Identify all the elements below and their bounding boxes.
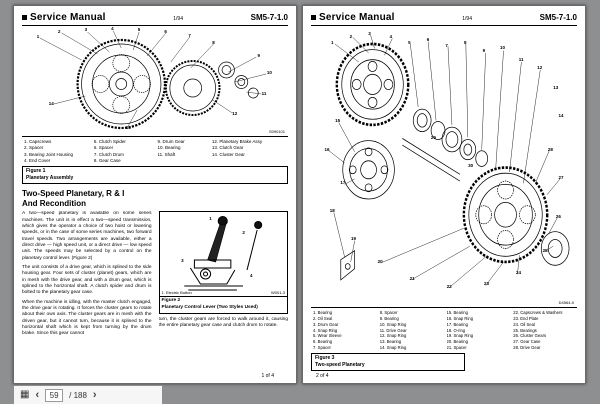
parts-item: 2. Oil Seal — [313, 315, 333, 321]
parts-column — [447, 310, 509, 351]
pdf-toolbar — [13, 385, 163, 404]
callout-number: 13 — [553, 84, 559, 90]
parts-item: 21. Spacer — [446, 345, 467, 351]
parts-column — [313, 310, 375, 351]
parts-item: 7. Spacer — [313, 345, 331, 351]
body-columns — [22, 211, 288, 371]
callout-number: 8 — [212, 39, 215, 45]
callout-number: 6 — [426, 36, 430, 42]
parts-column — [157, 139, 206, 164]
callout-number: 3 — [368, 31, 371, 37]
callout-number: 19 — [351, 236, 357, 242]
callout-number: 10 — [500, 45, 506, 51]
parts-item: 11. Shaft — [157, 151, 176, 157]
callout-number: 26 — [555, 213, 561, 219]
parts-item: 8. Gear Case — [93, 157, 121, 163]
parts-item: 3. Drum Gear — [313, 321, 339, 327]
section-heading — [22, 189, 288, 208]
callout-number: 5 — [137, 27, 141, 33]
drawing-id: S090101 — [268, 129, 285, 134]
figure-label: Figure 1 — [26, 168, 46, 175]
parts-item: 12. Snap Ring — [379, 333, 407, 339]
parts-item: 2. Spacer — [24, 145, 44, 151]
parts-item: 4. End Cover — [24, 157, 51, 163]
figure2-note: 1. Electric Button — [161, 290, 192, 296]
callout-number: 17 — [340, 180, 346, 186]
callout-number: 30 — [468, 163, 474, 169]
callout-number: 2 — [57, 28, 61, 34]
callout-number: 16 — [324, 146, 330, 152]
callout-number: 22 — [446, 283, 452, 289]
parts-item: 10. Snap Ring — [379, 321, 407, 327]
parts-item: 25. Bearings — [513, 327, 537, 333]
parts-item: 17. Bearing — [446, 321, 468, 327]
callout-number: 4 — [250, 272, 253, 278]
callout-number: 1 — [209, 215, 212, 221]
callout-number: 1 — [331, 39, 334, 45]
drawing-id: D4564-0 — [558, 299, 574, 305]
callout-number: 28 — [547, 146, 553, 152]
callout-number: 20 — [377, 258, 383, 264]
parts-column — [513, 310, 575, 351]
parts-item: 7. Clutch Drum — [93, 151, 124, 157]
figure1-parts-list — [22, 136, 288, 165]
callout-number: 8 — [464, 39, 467, 45]
callout-number: 13 — [125, 125, 131, 131]
thumbnails-icon[interactable]: ▦ — [20, 389, 30, 400]
issue-date: 1/94 — [173, 16, 183, 22]
section-heading-line1: Two-Speed Planetary, R & I — [22, 189, 125, 199]
callout-number: 24 — [515, 269, 521, 275]
parts-item: 27. Gear Case — [513, 339, 541, 345]
parts-item: 16. Snap Ring — [446, 315, 474, 321]
figure-title: Planetary Assembly — [26, 174, 74, 181]
callout-number: 27 — [558, 174, 564, 180]
parts-item: 5. Clutch Spider — [93, 139, 126, 144]
parts-column — [24, 139, 89, 164]
callout-number: 5 — [408, 39, 411, 45]
parts-item: 10. Bearing — [157, 145, 181, 151]
figure-title: Two-speed Planetary — [315, 361, 365, 368]
doc-number: SM5-7-1.0 — [250, 13, 288, 22]
callout-number: 25 — [542, 247, 548, 253]
callout-number: 7 — [445, 42, 448, 48]
parts-column — [212, 139, 286, 164]
page-header — [22, 12, 288, 26]
paragraph: The unit consists of a drive gear, which is splined to the side housing gear. Four sets of cluster (planet) gears, which are in mesh with the drive gear, and with a drum gear, which is splined to the horizontal shaft. A clutch spider and drum is bolted to the planetary gear case. — [22, 265, 152, 296]
parts-item: 6. Bearing — [313, 339, 333, 345]
parts-item: 20. Bearing — [446, 339, 468, 345]
callout-number: 4 — [389, 33, 393, 39]
page-number: 1 of 4 — [261, 373, 274, 379]
callout-number: 7 — [188, 32, 191, 38]
parts-item: 14. Cluster Gear — [211, 151, 245, 157]
parts-item: 28. Drive Gear — [513, 345, 541, 351]
paragraph-continuation: turn, the cluster gears are forced to walk around it, causing the entire planetary gear case and clutch drum to rotate. — [158, 316, 288, 329]
manual-title: Service Manual — [30, 12, 106, 23]
callout-number: 9 — [482, 48, 486, 54]
figure-label: Figure 2 — [161, 298, 181, 304]
parts-item: 6. Spacer — [93, 145, 114, 151]
page-number: 2 of 4 — [316, 373, 329, 379]
figure2-drawing — [160, 212, 288, 296]
parts-item: 13. Clutch Gear — [211, 145, 244, 151]
callout-number: 3 — [181, 257, 184, 263]
parts-column — [380, 310, 442, 351]
parts-item: 26. Cluster Gears — [513, 333, 547, 339]
parts-item: 13. Bearing — [379, 339, 402, 345]
parts-item: 1. Capscrews — [24, 139, 52, 144]
callout-number: 14 — [558, 112, 564, 118]
callout-number: 2 — [242, 229, 245, 235]
callout-number: 10 — [266, 70, 272, 76]
manual-title: Service Manual — [319, 12, 395, 23]
figure3-two-speed-planetary-diagram — [311, 26, 577, 307]
parts-item: 19. Snap Ring — [446, 333, 474, 339]
bullet-square-icon — [22, 15, 27, 20]
figure-label: Figure 3 — [315, 355, 335, 361]
parts-column — [94, 139, 153, 164]
callout-number: 9 — [257, 52, 260, 58]
figure2-caption — [160, 296, 288, 312]
callout-number: 12 — [537, 64, 543, 70]
parts-item: 4. Snap Ring — [313, 327, 338, 333]
callout-number: 15 — [335, 118, 341, 124]
previous-page-button[interactable]: ‹ — [35, 388, 40, 401]
parts-item: 9. Drum Gear — [157, 139, 185, 144]
section-heading-line2: And Recondition — [22, 198, 86, 208]
drawing-id: W001-3 — [270, 290, 285, 296]
callout-number: 14 — [48, 100, 54, 106]
parts-item: 15. Bearing — [446, 309, 468, 315]
callout-number: 21 — [409, 275, 415, 281]
figure1-caption — [22, 166, 288, 184]
callout-number: 11 — [518, 56, 524, 62]
page-number-input[interactable]: 59 — [45, 389, 63, 402]
paragraph: A two—speed planetary is available on some series machines. The unit is in effect a two—speed transmission, which gives the operator a choice of two hoist or lowering speeds, or in the case of some series machines, two forward travel speeds. Two arrangements are available, either a direct drive — high speed unit, or a direct drive — low speed unit. The speeds may be selected by a control on the planetary control lever. (Figure 2) — [22, 211, 152, 261]
page-header — [311, 12, 577, 26]
callout-number: 3 — [84, 27, 88, 33]
parts-item: 14. Snap Ring — [379, 345, 407, 351]
parts-item: 9. Bearing — [379, 315, 399, 321]
body-text-column-2 — [159, 211, 289, 371]
bullet-square-icon — [311, 15, 316, 20]
parts-item: 23. End Plate — [513, 315, 539, 321]
callout-number: 6 — [164, 28, 167, 34]
issue-date: 1/94 — [462, 16, 472, 22]
parts-item: 1. Bearing — [313, 309, 333, 315]
next-page-button[interactable]: › — [92, 388, 97, 401]
parts-item: 18. O-ring — [446, 327, 466, 333]
parts-item: 8. Spacer — [379, 309, 398, 315]
callout-number: 12 — [232, 110, 238, 116]
parts-item: 3. Bearing Joint Housing — [24, 151, 74, 157]
pdf-spread — [13, 5, 586, 384]
figure3-parts-list — [311, 307, 577, 352]
doc-number: SM5-7-1.0 — [539, 13, 577, 22]
parts-item: 5. Wear Sleeve — [313, 333, 342, 339]
page-count-label: / 188 — [69, 390, 87, 400]
parts-item: 24. Oil Seal — [513, 321, 535, 327]
figure-title: Planetary Control Lever (Two Styles Used) — [161, 304, 258, 310]
callout-number: 11 — [261, 90, 267, 96]
figure1-planetary-assembly-diagram — [22, 26, 288, 136]
callout-number: 4 — [111, 26, 114, 32]
parts-item: 12. Planetary Brake Assy — [211, 139, 263, 144]
callout-number: 29 — [430, 135, 436, 141]
body-text-column-1 — [22, 211, 152, 371]
parts-item: 11. Drive Gear — [379, 327, 407, 333]
control-lever-drawing — [160, 212, 288, 296]
callout-number: 1 — [36, 33, 40, 39]
paragraph: When the machine is idling, with the master clutch engaged, the drive gear is rotating. It forces the cluster gears to rotate about their own axis. The cluster gears are in mesh with the driven gear, but it cannot turn, because it is splined to the horizontal shaft which is kept from turning by the drum brake. Since this gear cannot — [22, 299, 152, 337]
callout-number: 23 — [484, 281, 490, 287]
figure2-control-lever — [159, 211, 289, 313]
callout-number: 18 — [329, 208, 335, 214]
figure3-caption — [311, 353, 465, 371]
manual-page-right — [302, 5, 586, 384]
parts-item: 22. Capscrews & Washers — [513, 309, 563, 315]
callout-number: 2 — [349, 33, 353, 39]
manual-page-left — [13, 5, 297, 384]
gear-assembly-drawing — [22, 26, 288, 136]
